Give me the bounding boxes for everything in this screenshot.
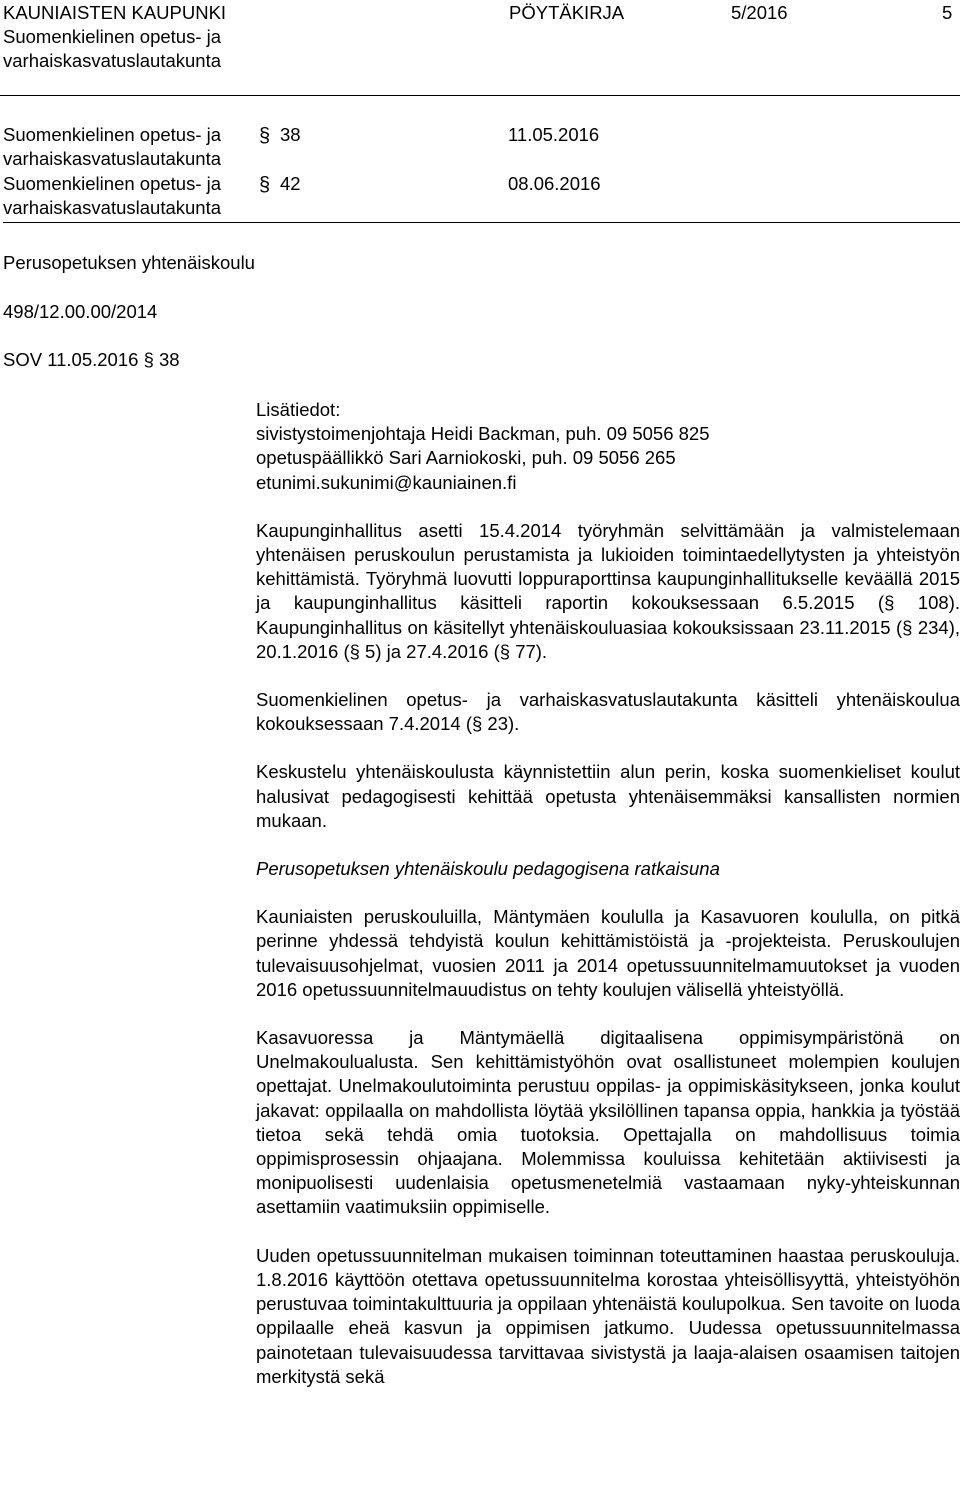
paragraph: Kasavuoressa ja Mäntymäellä digitaalisena oppimisympäristönä on Unelmakoulualusta. Sen kehittämistyöhön ovat osallistuneet molempien koulujen opettajat. Unelmakoulutoiminta perustuu oppilas- ja oppimiskäsitykseen, jonka koulut jakavat: oppilaalla on mahdollista löytää yksilöllinen tapansa oppia, hankkia ja työstää tietoa sekä tehdä omia tuotoksia. Opettajalla on mahdollisuus toimia oppimisprosessin ohjaajana. Molemmissa kouluissa kehitetään aktiivisesti ja monipuolisesti uudenlaisia opetusmenetelmiä vastaamaan nyky-yhteiskunnan asettamiin vaatimuksiin oppimiselle. <box>256 1027 960 1218</box>
record-number: 498/12.00.00/2014 <box>3 301 158 322</box>
history-body-line2: varhaiskasvatuslautakunta <box>3 148 222 170</box>
reference-line: SOV 11.05.2016 § 38 <box>3 349 180 370</box>
document-type: PÖYTÄKIRJA <box>509 2 625 23</box>
history-section-number: 38 <box>280 124 301 145</box>
subject-title: Perusopetuksen yhtenäiskoulu <box>3 252 255 273</box>
contact-label: Lisätiedot: <box>256 399 341 420</box>
history-body <box>3 172 303 220</box>
history-body-line1: Suomenkielinen opetus- ja <box>3 124 222 145</box>
history-body-line2: varhaiskasvatuslautakunta <box>3 197 222 219</box>
header-divider <box>0 95 960 96</box>
contact-email: etunimi.sukunimi@kauniainen.fi <box>256 471 517 493</box>
history-body <box>3 123 303 171</box>
contact-line: opetuspäällikkö Sari Aarniokoski, puh. 09 5056 265 <box>256 447 676 469</box>
paragraph: Keskustelu yhtenäiskoulusta käynnistettiin alun perin, koska suomenkieliset koulut halusivat pedagogisesti kehittää opetusta yhtenäisemmäksi kansallisten normien mukaan. <box>256 761 960 831</box>
history-divider <box>3 222 960 223</box>
header-organization <box>3 1 323 74</box>
document-number: 5/2016 <box>731 2 788 23</box>
paragraph: Suomenkielinen opetus- ja varhaiskasvatuslautakunta käsitteli yhtenäiskoulua kokouksessaan 7.4.2014 (§ 23). <box>256 689 960 735</box>
section-symbol: § <box>259 125 271 147</box>
committee-name-line2: varhaiskasvatuslautakunta <box>3 50 222 72</box>
paragraph: Uuden opetussuunnitelman mukaisen toiminnan toteuttaminen haastaa peruskouluja. 1.8.2016 käyttöön otettava opetussuunnitelma korostaa yhteisöllisyyttä, yhteistyöhön perustuvaa toimintakulttuuria ja oppilaan yhtenäistä koulupolkua. Sen tavoite on luoda oppilaalle eheä kasvun ja oppimisen jatkumo. Uudessa opetussuunnitelmassa painotetaan tulevaisuudessa tarvittavaa sivistystä ja laaja-alaisen osaamisen taitojen merkitystä sekä <box>256 1244 960 1387</box>
paragraph: Kaupunginhallitus asetti 15.4.2014 työryhmän selvittämään ja valmistelemaan yhtenäisen peruskoulun perustamista ja lukioiden toimintaedellytysten ja yhteistyön kehittämistä. Työryhmä luovutti loppuraporttinsa kaupunginhallitukselle keväällä 2015 ja kaupunginhallitus käsitteli raportin kokouksessaan 6.5.2015 (§ 108). Kaupunginhallitus on käsitellyt yhtenäiskouluasiaa kokouksissaan 23.11.2015 (§ 234), 20.1.2016 (§ 5) ja 27.4.2016 (§ 77). <box>256 519 960 662</box>
contact-line: sivistystoimenjohtaja Heidi Backman, puh. 09 5056 825 <box>256 423 710 445</box>
history-body-line1: Suomenkielinen opetus- ja <box>3 173 222 194</box>
section-heading: Perusopetuksen yhtenäiskoulu pedagogisena ratkaisuna <box>256 858 720 880</box>
history-section-number: 42 <box>280 173 301 194</box>
main-body <box>256 398 960 1413</box>
page-number: 5 <box>942 2 953 23</box>
contact-info <box>256 398 960 495</box>
section-symbol: § <box>259 174 271 196</box>
paragraph: Kauniaisten peruskouluilla, Mäntymäen koululla ja Kasavuoren koululla, on pitkä perinne yhdessä tehdyistä koulun kehittämistöistä ja -projekteista. Peruskoulujen tulevaisuusohjelmat, vuosien 2011 ja 2014 opetussuunnitelmamuutokset ja vuoden 2016 opetussuunnitelmauudistus on tehty koulujen välisellä yhteistyöllä. <box>256 906 960 1000</box>
history-date: 08.06.2016 <box>508 173 601 194</box>
committee-name-line1: Suomenkielinen opetus- ja <box>3 26 222 48</box>
org-name: KAUNIAISTEN KAUPUNKI <box>3 2 227 23</box>
history-date: 11.05.2016 <box>508 124 600 145</box>
